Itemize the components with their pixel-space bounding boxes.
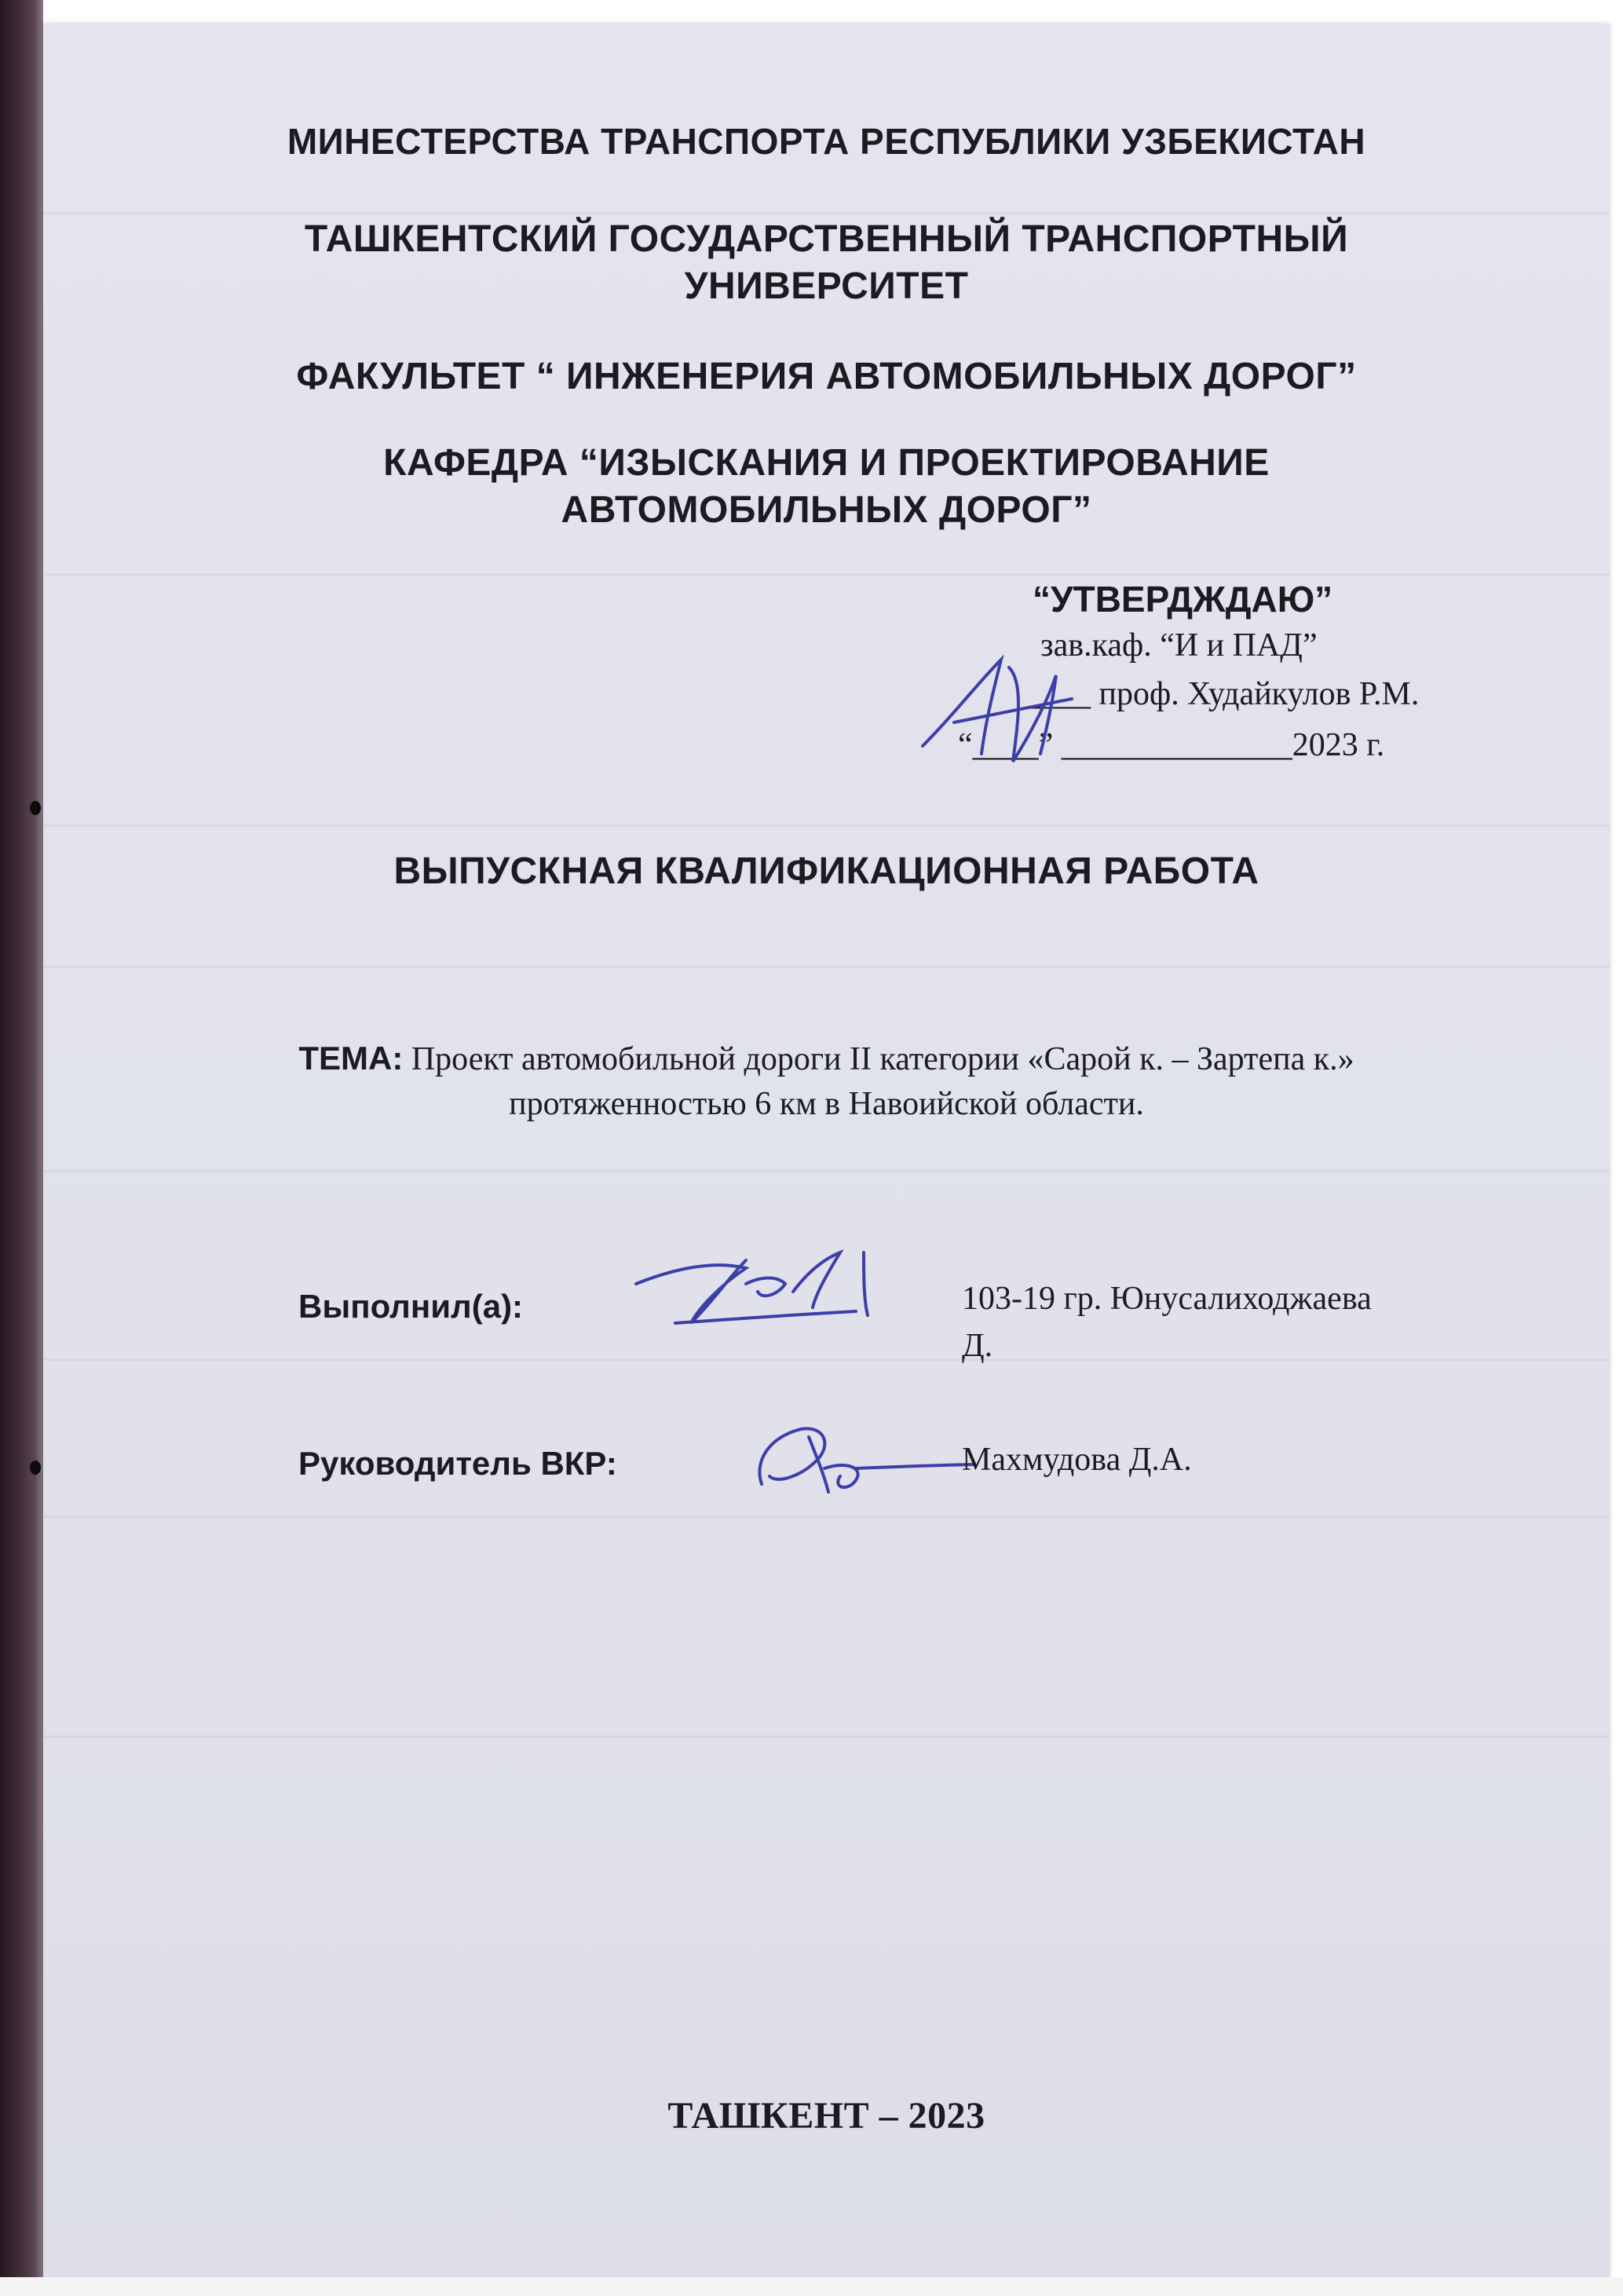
document-type: ВЫПУСКНАЯ КВАЛИФИКАЦИОННАЯ РАБОТА [393, 850, 1259, 892]
bottom-edge [0, 2277, 1623, 2296]
approval-date: “____” ______________2023 г. [958, 727, 1385, 763]
binding-hole [30, 801, 41, 815]
ministry-title: МИНЕСТЕРСТВА ТРАНСПОРТА РЕСПУБЛИКИ УЗБЕКИСТАН [287, 121, 1366, 162]
city-year: ТАШКЕНТ – 2023 [667, 2095, 985, 2137]
author-value-line1: 103-19 гр. Юнусалиходжаева [962, 1281, 1372, 1317]
supervisor-label: Руководитель ВКР: [298, 1445, 617, 1482]
author-signature [628, 1237, 919, 1339]
approval-title: “УТВЕРДЖДАЮ” [1033, 579, 1333, 620]
department-title-line1: КАФЕДРА “ИЗЫСКАНИЯ И ПРОЕКТИРОВАНИЕ [383, 442, 1270, 484]
faculty-title: ФАКУЛЬТЕТ “ ИНЖЕНЕРИЯ АВТОМОБИЛЬНЫХ ДОРОГ” [296, 356, 1357, 397]
topic-text-line1: Проект автомобильной дороги II категории «Сарой к. – Зартепа к.» [411, 1041, 1354, 1077]
supervisor-value: Махмудова Д.А. [962, 1442, 1192, 1478]
topic-text-line2: протяженностью 6 км в Навоийской области. [509, 1086, 1144, 1122]
document-page [43, 24, 1610, 2277]
approval-signature [907, 636, 1095, 777]
binding-hole [30, 1461, 41, 1475]
binding-strip [0, 0, 43, 2277]
university-title-line1: ТАШКЕНТСКИЙ ГОСУДАРСТВЕННЫЙ ТРАНСПОРТНЫЙ [304, 218, 1349, 260]
approval-position: зав.каф. “И и ПАД” [1040, 627, 1318, 664]
supervisor-signature [738, 1413, 974, 1508]
approval-signatory: ____ проф. Худайкулов Р.М. [1025, 676, 1420, 712]
department-title-line2: АВТОМОБИЛЬНЫХ ДОРОГ” [561, 489, 1092, 531]
university-title-line2: УНИВЕРСИТЕТ [684, 265, 969, 307]
topic-label: ТЕМА: [298, 1040, 404, 1077]
author-value-line2: Д. [962, 1328, 993, 1364]
topic-line1 [43, 1036, 1610, 1081]
author-label: Выполнил(а): [298, 1288, 524, 1325]
